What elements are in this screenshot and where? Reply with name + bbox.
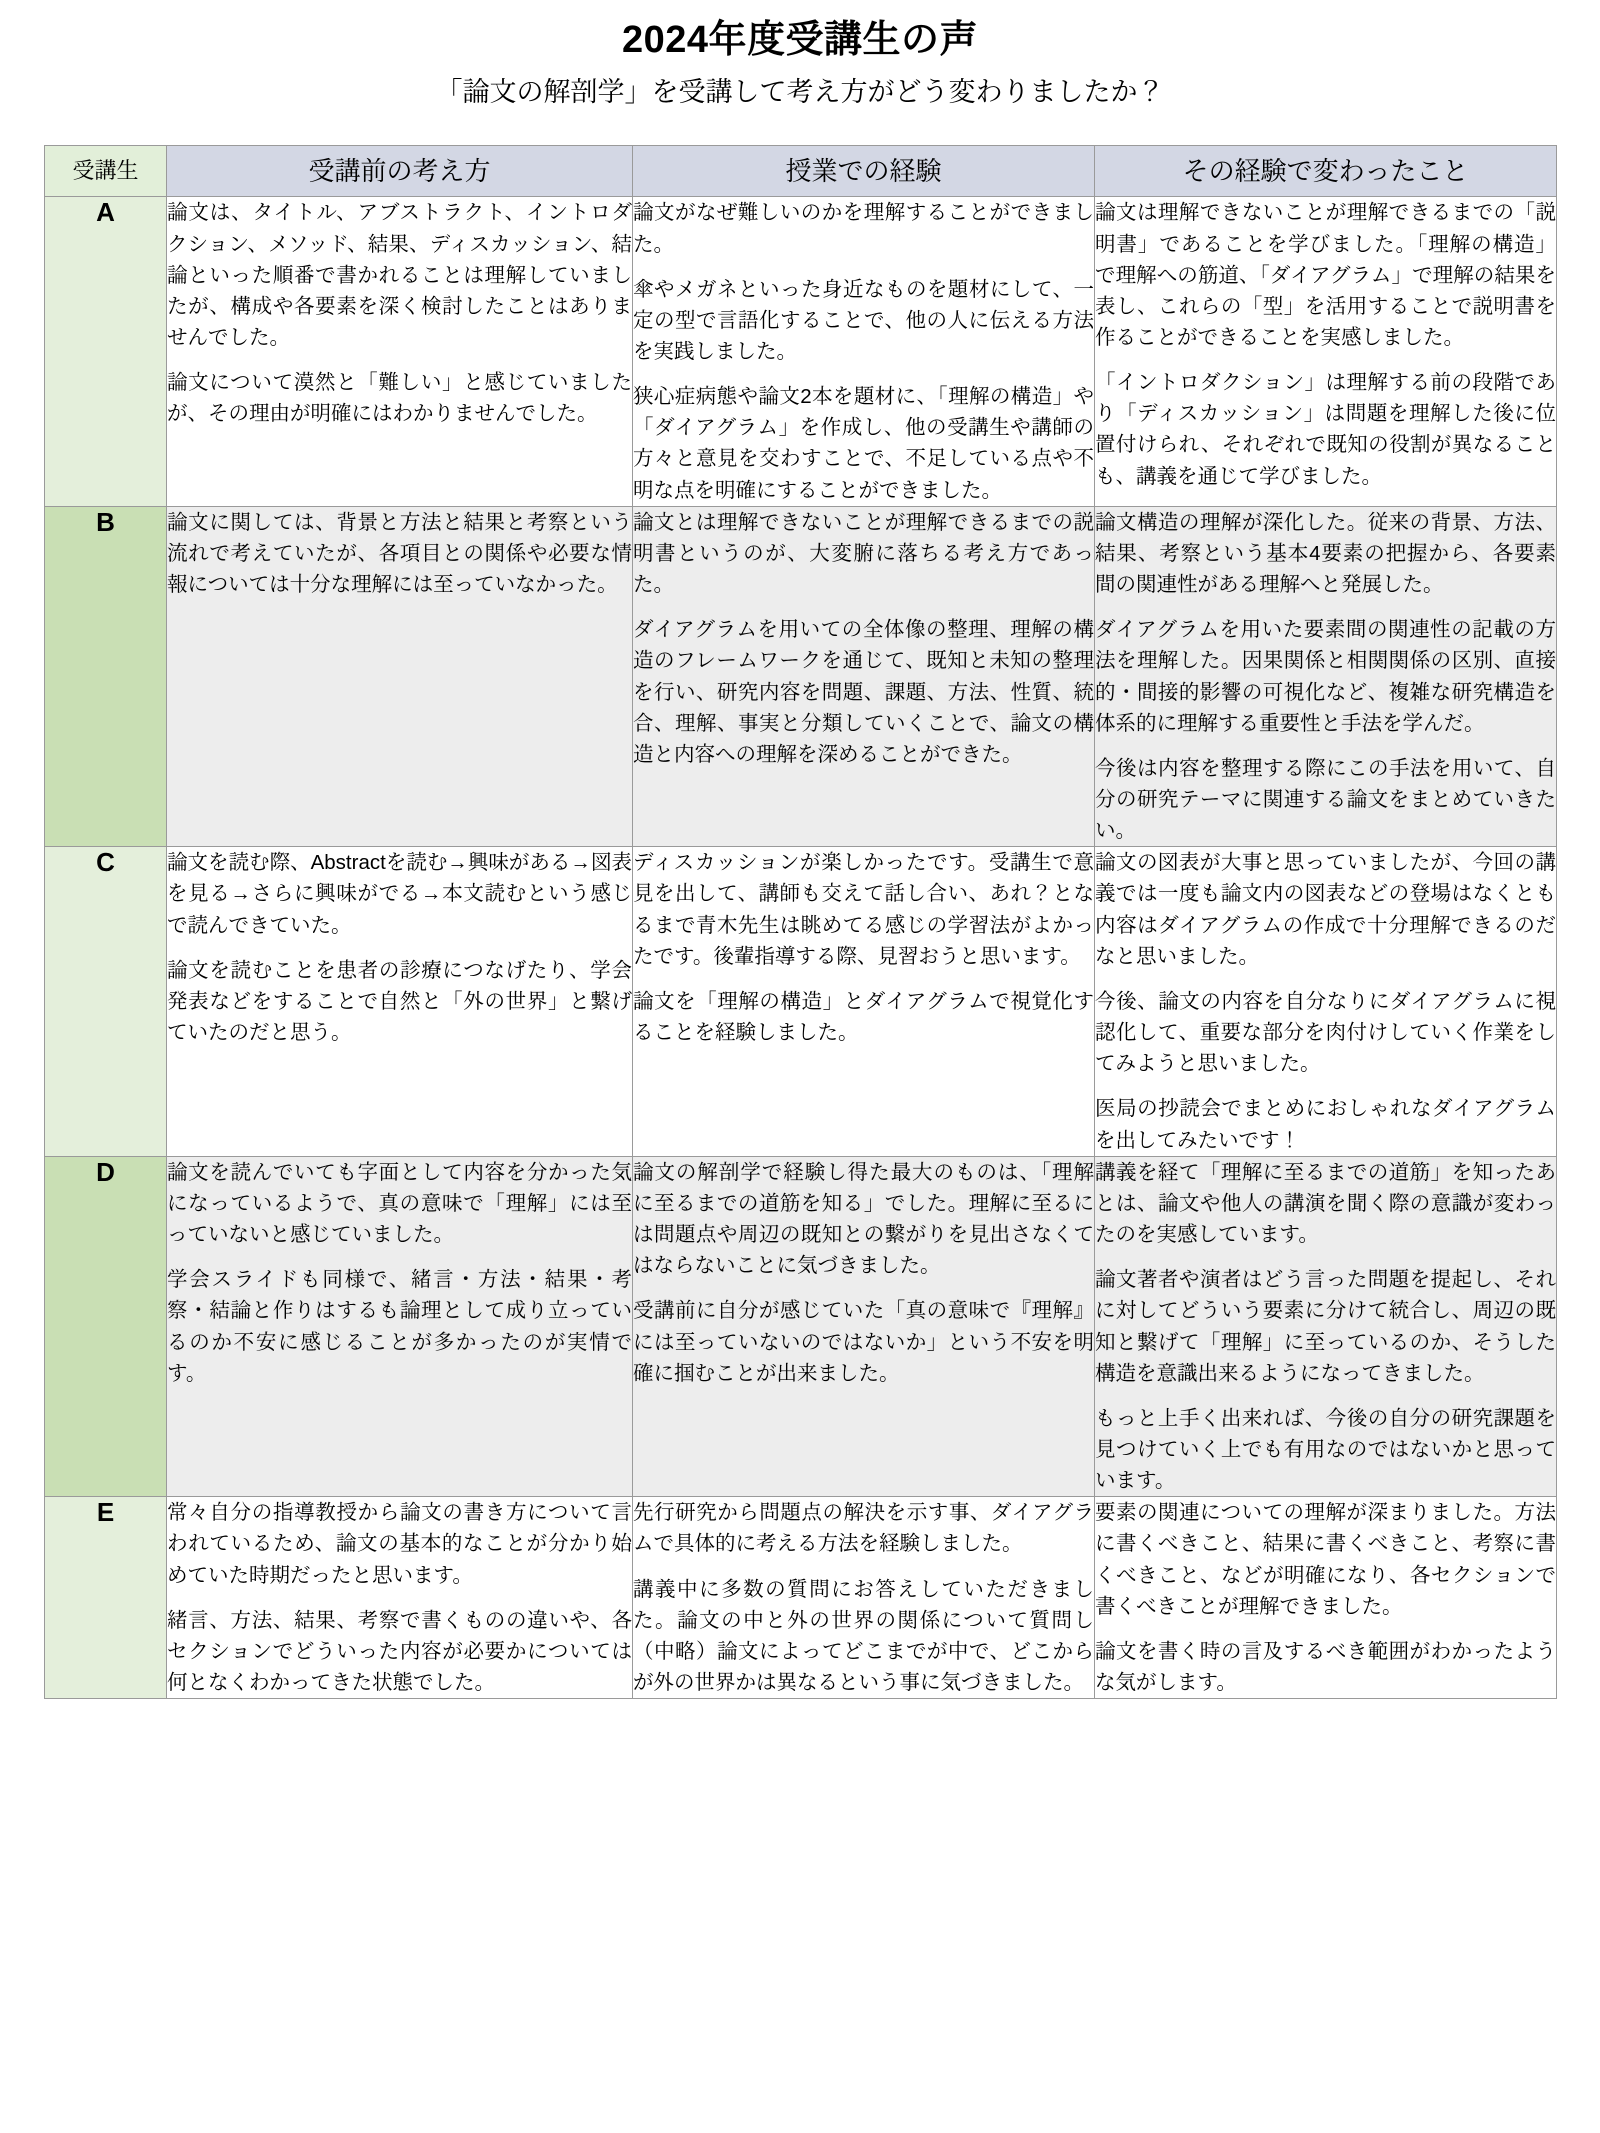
student-id-cell: B: [45, 506, 167, 847]
paragraph: 今後、論文の内容を自分なりにダイアグラムに視認化して、重要な部分を肉付けしていく作業をしてみようと思いました。: [1095, 989, 1556, 1076]
paragraph: 先行研究から問題点の解決を示す事、ダイアグラムで具体的に考える方法を経験しました。: [633, 1501, 1094, 1556]
paragraph: 講義中に多数の質問にお答えしていただきました。論文の中と外の世界の関係について質問し（中略）論文によってどこまでが中で、どこからが外の世界かは異なるという事に気づきました。: [633, 1577, 1094, 1695]
cell-before: [167, 1497, 633, 1699]
paragraph: 論文とは理解できないことが理解できるまでの説明書というのが、大変腑に落ちる考え方であった。: [633, 510, 1094, 597]
cell-before: [167, 847, 633, 1156]
cell-after: [1095, 1497, 1557, 1699]
paragraph: 論文を読んでいても字面として内容を分かった気になっているようで、真の意味で「理解」には至っていないと感じていました。: [167, 1160, 632, 1247]
paragraph: 医局の抄読会でまとめにおしゃれなダイアグラムを出してみたいです！: [1095, 1097, 1556, 1152]
student-id-cell: C: [45, 847, 167, 1156]
cell-before: [167, 197, 633, 506]
page-subtitle: 「論文の解剖学」を受講して考え方がどう変わりましたか？: [435, 76, 1165, 107]
paragraph: 論文の図表が大事と思っていましたが、今回の講義では一度も論文内の図表などの登場はなくとも内容はダイアグラムの作成で十分理解できるのだなと思いました。: [1095, 851, 1556, 968]
paragraph: 論文は、タイトル、アブストラクト、イントロダクション、メソッド、結果、ディスカッション、結論といった順番で書かれることは理解していましたが、構成や各要素を深く検討したことはありませんでした。: [167, 201, 632, 349]
paragraph: 「イントロダクション」は理解する前の段階であり「ディスカッション」は問題を理解した後に位置付けられ、それぞれで既知の役割が異なることも、講義を通じて学びました。: [1095, 371, 1556, 488]
paragraph: 論文を書く時の言及するべき範囲がわかったような気がします。: [1095, 1639, 1556, 1695]
cell-after: [1095, 1156, 1557, 1497]
table-container: [44, 145, 1556, 1699]
student-id-cell: E: [45, 1497, 167, 1699]
student-id-cell: A: [45, 197, 167, 506]
table-row: [45, 1156, 1557, 1497]
cell-before: [167, 506, 633, 847]
table-header: [45, 146, 1557, 197]
cell-during: [633, 1156, 1095, 1497]
paragraph: 今後は内容を整理する際にこの手法を用いて、自分の研究テーマに関連する論文をまとめていきたい。: [1095, 756, 1556, 843]
paragraph: 論文を読む際、Abstractを読む→興味がある→図表を見る→さらに興味がでる→本文読むという感じで読んできていた。: [167, 851, 632, 937]
table-row: [45, 1497, 1557, 1699]
page-title: 2024年度受講生の声: [621, 19, 979, 61]
paragraph: 論文に関しては、背景と方法と結果と考察という流れで考えていたが、各項目との関係や必要な情報については十分な理解には至っていなかった。: [167, 510, 632, 597]
paragraph: 常々自分の指導教授から論文の書き方について言われているため、論文の基本的なことが分かり始めていた時期だったと思います。: [167, 1501, 632, 1587]
paragraph: 緒言、方法、結果、考察で書くものの違いや、各セクションでどういった内容が必要かについては何となくわかってきた状態でした。: [167, 1608, 632, 1695]
paragraph: ダイアグラムを用いた要素間の関連性の記載の方法を理解した。因果関係と相関関係の区別、直接的・間接的影響の可視化など、複雑な研究構造を体系的に理解する重要性と手法を学んだ。: [1095, 618, 1556, 735]
student-id-cell: D: [45, 1156, 167, 1497]
title-block: [0, 0, 1600, 109]
cell-after: [1095, 197, 1557, 506]
paragraph: 論文の解剖学で経験し得た最大のものは、「理解に至るまでの道筋を知る」でした。理解に至るには問題点や周辺の既知との繋がりを見出さなくてはならないことに気づきました。: [633, 1160, 1094, 1278]
paragraph: 講義を経て「理解に至るまでの道筋」を知ったあとは、論文や他人の講演を聞く際の意識が変わったのを実感しています。: [1095, 1160, 1556, 1247]
paragraph: 要素の関連についての理解が深まりました。方法に書くべきこと、結果に書くべきこと、考察に書くべきこと、などが明確になり、各セクションで書くべきことが理解できました。: [1095, 1501, 1556, 1618]
cell-during: [633, 197, 1095, 506]
table-row: [45, 847, 1557, 1156]
paragraph: 論文を「理解の構造」とダイアグラムで視覚化することを経験しました。: [633, 989, 1094, 1045]
paragraph: ディスカッションが楽しかったです。受講生で意見を出して、講師も交えて話し合い、あれ？となるまで青木先生は眺めてる感じの学習法がよかったです。後輩指導する際、見習おうと思います。: [633, 851, 1094, 968]
paragraph: もっと上手く出来れば、今後の自分の研究課題を見つけていく上でも有用なのではないかと思っています。: [1095, 1406, 1556, 1493]
paragraph: 論文構造の理解が深化した。従来の背景、方法、結果、考察という基本4要素の把握から、各要素間の関連性がある理解へと発展した。: [1095, 510, 1556, 597]
paragraph: 論文著者や演者はどう言った問題を提起し、それに対してどういう要素に分けて統合し、周辺の既知と繋げて「理解」に至っているのか、そうした構造を意識出来るようになってきました。: [1095, 1268, 1556, 1385]
cell-after: [1095, 506, 1557, 847]
table-row: [45, 506, 1557, 847]
paragraph: 受講前に自分が感じていた「真の意味で『理解』には至っていないのではないか」という不安を明確に掴むことが出来ました。: [633, 1299, 1094, 1385]
cell-during: [633, 506, 1095, 847]
cell-during: [633, 847, 1095, 1156]
paragraph: 学会スライドも同様で、緒言・方法・結果・考察・結論と作りはするも論理として成り立っているのか不安に感じることが多かったのが実情です。: [167, 1268, 632, 1385]
cell-during: [633, 1497, 1095, 1699]
paragraph: 論文は理解できないことが理解できるまでの「説明書」であることを学びました。「理解の構造」で理解への筋道、「ダイアグラム」で理解の結果を表し、これらの「型」を活用することで説明書を作ることができることを実感しました。: [1095, 201, 1556, 349]
cell-before: [167, 1156, 633, 1497]
paragraph: 狭心症病態や論文2本を題材に、「理解の構造」や「ダイアグラム」を作成し、他の受講生や講師の方々と意見を交わすことで、不足している点や不明な点を明確にすることができました。: [633, 385, 1094, 502]
paragraph: 傘やメガネといった身近なものを題材にして、一定の型で言語化することで、他の人に伝える方法を実践しました。: [633, 277, 1094, 363]
cell-after: [1095, 847, 1557, 1156]
header-row: [45, 146, 1557, 197]
column-header-after: その経験で変わったこと: [1095, 146, 1557, 197]
column-header-student: 受講生: [45, 146, 167, 197]
column-header-before: 受講前の考え方: [167, 146, 633, 197]
column-header-during: 授業での経験: [633, 146, 1095, 197]
table-row: [45, 197, 1557, 506]
paragraph: 論文について漠然と「難しい」と感じていましたが、その理由が明確にはわかりませんでした。: [167, 371, 632, 426]
paragraph: 論文がなぜ難しいのかを理解することができました。: [633, 201, 1094, 256]
table-body: [45, 197, 1557, 1699]
paragraph: 論文を読むことを患者の診療につなげたり、学会発表などをすることで自然と「外の世界」と繋げていたのだと思う。: [167, 958, 632, 1045]
student-voices-table: [44, 145, 1557, 1699]
paragraph: ダイアグラムを用いての全体像の整理、理解の構造のフレームワークを通じて、既知と未知の整理を行い、研究内容を問題、課題、方法、性質、統合、理解、事実と分類していくことで、論文の構造と内容への理解を深めることができた。: [633, 618, 1094, 766]
